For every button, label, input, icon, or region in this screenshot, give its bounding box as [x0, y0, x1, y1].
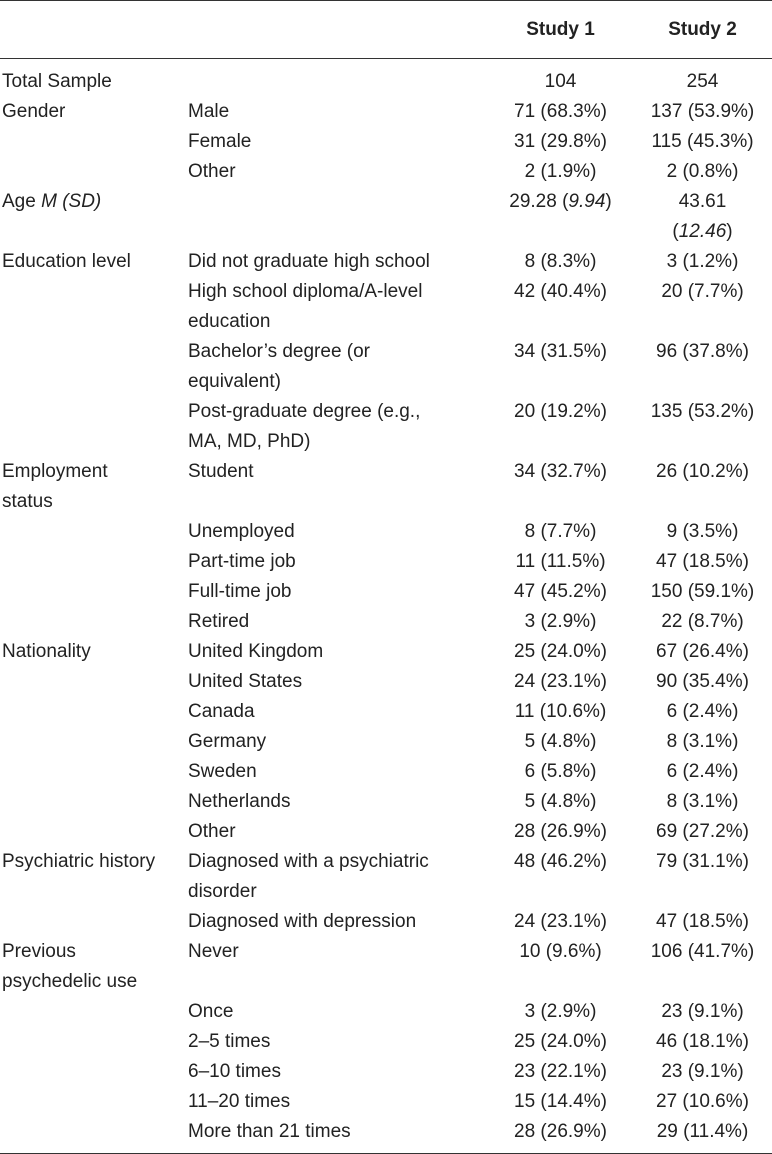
- item-label: 6–10 times: [188, 1061, 281, 1082]
- study2-value: 29 (11.4%): [656, 1121, 749, 1142]
- row-category: [0, 157, 188, 187]
- table-row: [0, 817, 772, 847]
- study2-value: 26 (10.2%): [656, 461, 749, 482]
- row-category: [0, 67, 188, 97]
- study2-value: 6 (2.4%): [666, 761, 739, 782]
- table-row: [0, 1027, 772, 1057]
- item-label: Diagnosed with a psychiatric: [188, 851, 429, 872]
- study1-value: 28 (26.9%): [514, 1121, 607, 1142]
- row-item: [188, 787, 488, 817]
- table-row: [0, 1117, 772, 1147]
- row-category: [0, 97, 188, 127]
- study1-value: 23 (22.1%): [514, 1061, 607, 1082]
- item-label: Female: [188, 131, 252, 152]
- row-item: [188, 997, 488, 1027]
- study2-value: 115 (45.3%): [651, 131, 754, 152]
- table-row: [0, 247, 772, 277]
- row-item: [188, 277, 488, 337]
- item-label-line2: equivalent): [188, 371, 281, 392]
- row-category: [0, 1057, 188, 1087]
- study2-value: 254: [686, 71, 719, 92]
- item-label: Student: [188, 461, 254, 482]
- table-row: [0, 1087, 772, 1117]
- study1-value: 29.28 (9.94): [509, 191, 612, 212]
- study2-value: 27 (10.6%): [656, 1091, 749, 1112]
- row-category: [0, 907, 188, 937]
- table-row: [0, 727, 772, 757]
- row-item: [188, 187, 488, 247]
- table-row: [0, 517, 772, 547]
- row-item: [188, 727, 488, 757]
- category-label: Total Sample: [2, 71, 112, 92]
- row-item: [188, 637, 488, 667]
- item-label: Unemployed: [188, 521, 295, 542]
- study2-value: 23 (9.1%): [661, 1001, 744, 1022]
- row-item: [188, 757, 488, 787]
- table-row: [0, 67, 772, 97]
- study2-value: 137 (53.9%): [650, 101, 755, 122]
- study2-value: 135 (53.2%): [650, 401, 755, 422]
- study2-value: 69 (27.2%): [656, 821, 749, 842]
- item-label: United Kingdom: [188, 641, 324, 662]
- row-item: [188, 337, 488, 397]
- row-item: [188, 67, 488, 97]
- study2-value: 90 (35.4%): [656, 671, 749, 692]
- table-row: [0, 187, 772, 247]
- study1-value: 24 (23.1%): [514, 671, 607, 692]
- study1-value: 24 (23.1%): [514, 911, 607, 932]
- study1-value: 71 (68.3%): [514, 101, 607, 122]
- row-category: [0, 457, 188, 517]
- item-label-line2: MA, MD, PhD): [188, 431, 311, 452]
- item-label: Once: [188, 1001, 234, 1022]
- category-label: Psychiatric history: [2, 851, 156, 872]
- item-label-line2: disorder: [188, 881, 257, 902]
- study2-value: 6 (2.4%): [666, 701, 739, 722]
- row-item: [188, 817, 488, 847]
- table-row: [0, 667, 772, 697]
- row-category: [0, 997, 188, 1027]
- study1-value: 2 (1.9%): [524, 161, 597, 182]
- study2-value: 22 (8.7%): [661, 611, 744, 632]
- item-label: Sweden: [188, 761, 257, 782]
- study2-value: 2 (0.8%): [666, 161, 739, 182]
- header-study1: Study 1: [526, 18, 595, 40]
- row-item: [188, 247, 488, 277]
- row-category: [0, 577, 188, 607]
- study2-value: 106 (41.7%): [650, 941, 755, 962]
- row-category: [0, 277, 188, 337]
- table-row: [0, 127, 772, 157]
- study1-value: 8 (7.7%): [524, 521, 597, 542]
- study2-value: 23 (9.1%): [661, 1061, 744, 1082]
- study2-value: 47 (18.5%): [656, 551, 749, 572]
- item-label: 2–5 times: [188, 1031, 271, 1052]
- row-item: [188, 1087, 488, 1117]
- study1-value: 3 (2.9%): [524, 1001, 597, 1022]
- table-body: [0, 67, 772, 1147]
- study1-value: 34 (32.7%): [514, 461, 607, 482]
- table-row: [0, 337, 772, 397]
- row-category: [0, 787, 188, 817]
- row-category: [0, 1117, 188, 1147]
- table-row: [0, 1057, 772, 1087]
- item-label: Diagnosed with depression: [188, 911, 417, 932]
- table-row: [0, 157, 772, 187]
- item-label: Retired: [188, 611, 250, 632]
- item-label: High school diploma/A-level: [188, 281, 423, 302]
- study2-value: 8 (3.1%): [666, 791, 739, 812]
- row-category: [0, 547, 188, 577]
- study1-value: 3 (2.9%): [524, 611, 597, 632]
- study1-value: 5 (4.8%): [524, 731, 597, 752]
- category-label: Age M (SD): [2, 191, 102, 212]
- study1-value: 104: [544, 71, 577, 92]
- table-row: [0, 397, 772, 457]
- study1-value: 34 (31.5%): [514, 341, 607, 362]
- item-label: Germany: [188, 731, 267, 752]
- row-item: [188, 127, 488, 157]
- study2-value: 9 (3.5%): [666, 521, 739, 542]
- row-category: [0, 697, 188, 727]
- study1-value: 5 (4.8%): [524, 791, 597, 812]
- table-row: [0, 997, 772, 1027]
- row-item: [188, 607, 488, 637]
- study1-value: 31 (29.8%): [514, 131, 607, 152]
- row-category: [0, 127, 188, 157]
- item-label: Canada: [188, 701, 255, 722]
- study1-value: 20 (19.2%): [514, 401, 607, 422]
- item-label: Part-time job: [188, 551, 296, 572]
- table-row: [0, 847, 772, 907]
- item-label: United States: [188, 671, 303, 692]
- study1-value: 47 (45.2%): [514, 581, 607, 602]
- study2-value: 79 (31.1%): [656, 851, 749, 872]
- row-category: [0, 1087, 188, 1117]
- study1-value: 11 (11.5%): [515, 551, 606, 572]
- item-label: Did not graduate high school: [188, 251, 430, 272]
- study1-value: 28 (26.9%): [514, 821, 607, 842]
- row-item: [188, 457, 488, 517]
- row-category: [0, 667, 188, 697]
- row-item: [188, 157, 488, 187]
- row-item: [188, 1117, 488, 1147]
- row-item: [188, 697, 488, 727]
- item-label: 11–20 times: [188, 1091, 291, 1112]
- row-category: [0, 1027, 188, 1057]
- row-item: [188, 97, 488, 127]
- table-row: [0, 277, 772, 337]
- category-label: Nationality: [2, 641, 91, 662]
- table-row: [0, 607, 772, 637]
- study2-value: 96 (37.8%): [656, 341, 749, 362]
- study2-value: 43.61 (12.46): [672, 191, 733, 242]
- row-item: [188, 907, 488, 937]
- category-label: Employment: [2, 461, 108, 482]
- table-row: [0, 577, 772, 607]
- row-item: [188, 937, 488, 997]
- category-label-line2: status: [2, 491, 53, 512]
- study2-value: 67 (26.4%): [656, 641, 749, 662]
- study1-value: 42 (40.4%): [514, 281, 607, 302]
- row-category: [0, 817, 188, 847]
- study2-value: 47 (18.5%): [656, 911, 749, 932]
- table-row: [0, 697, 772, 727]
- item-label: Bachelor’s degree (or: [188, 341, 371, 362]
- row-category: [0, 337, 188, 397]
- item-label: Male: [188, 101, 230, 122]
- header-study2: Study 2: [668, 18, 737, 40]
- row-item: [188, 847, 488, 907]
- item-label: Other: [188, 821, 236, 842]
- study2-value: 8 (3.1%): [666, 731, 739, 752]
- table-row: [0, 547, 772, 577]
- study1-value: 11 (10.6%): [514, 701, 607, 722]
- study1-value: 10 (9.6%): [519, 941, 602, 962]
- category-label: Previous: [2, 941, 76, 962]
- row-item: [188, 547, 488, 577]
- table-header: [0, 1, 772, 58]
- item-label: Other: [188, 161, 236, 182]
- row-category: [0, 607, 188, 637]
- item-label: Post-graduate degree (e.g.,: [188, 401, 421, 422]
- study2-value: 3 (1.2%): [666, 251, 739, 272]
- row-item: [188, 577, 488, 607]
- row-item: [188, 397, 488, 457]
- item-label: Never: [188, 941, 239, 962]
- category-label: Gender: [2, 101, 66, 122]
- row-category: [0, 247, 188, 277]
- row-item: [188, 1057, 488, 1087]
- table-row: [0, 97, 772, 127]
- study2-value: 46 (18.1%): [656, 1031, 749, 1052]
- item-label: Netherlands: [188, 791, 291, 812]
- row-item: [188, 667, 488, 697]
- row-category: [0, 847, 188, 907]
- item-label-line2: education: [188, 311, 271, 332]
- row-category: [0, 637, 188, 667]
- row-category: [0, 727, 188, 757]
- table-row: [0, 907, 772, 937]
- study1-value: 8 (8.3%): [524, 251, 597, 272]
- study2-value: 20 (7.7%): [661, 281, 744, 302]
- study1-value: 25 (24.0%): [514, 641, 607, 662]
- category-label: Education level: [2, 251, 131, 272]
- table-row: [0, 787, 772, 817]
- row-item: [188, 1027, 488, 1057]
- row-category: [0, 757, 188, 787]
- study1-value: 48 (46.2%): [514, 851, 607, 872]
- row-category: [0, 937, 188, 997]
- row-category: [0, 517, 188, 547]
- category-label-line2: psychedelic use: [2, 971, 138, 992]
- table-row: [0, 637, 772, 667]
- study1-value: 6 (5.8%): [524, 761, 597, 782]
- table-row: [0, 457, 772, 517]
- table-row: [0, 937, 772, 997]
- row-category: [0, 187, 188, 247]
- table-row: [0, 757, 772, 787]
- item-label: More than 21 times: [188, 1121, 351, 1142]
- item-label: Full-time job: [188, 581, 292, 602]
- study1-value: 25 (24.0%): [514, 1031, 607, 1052]
- row-category: [0, 397, 188, 457]
- study2-value: 150 (59.1%): [650, 581, 755, 602]
- study1-value: 15 (14.4%): [514, 1091, 607, 1112]
- row-item: [188, 517, 488, 547]
